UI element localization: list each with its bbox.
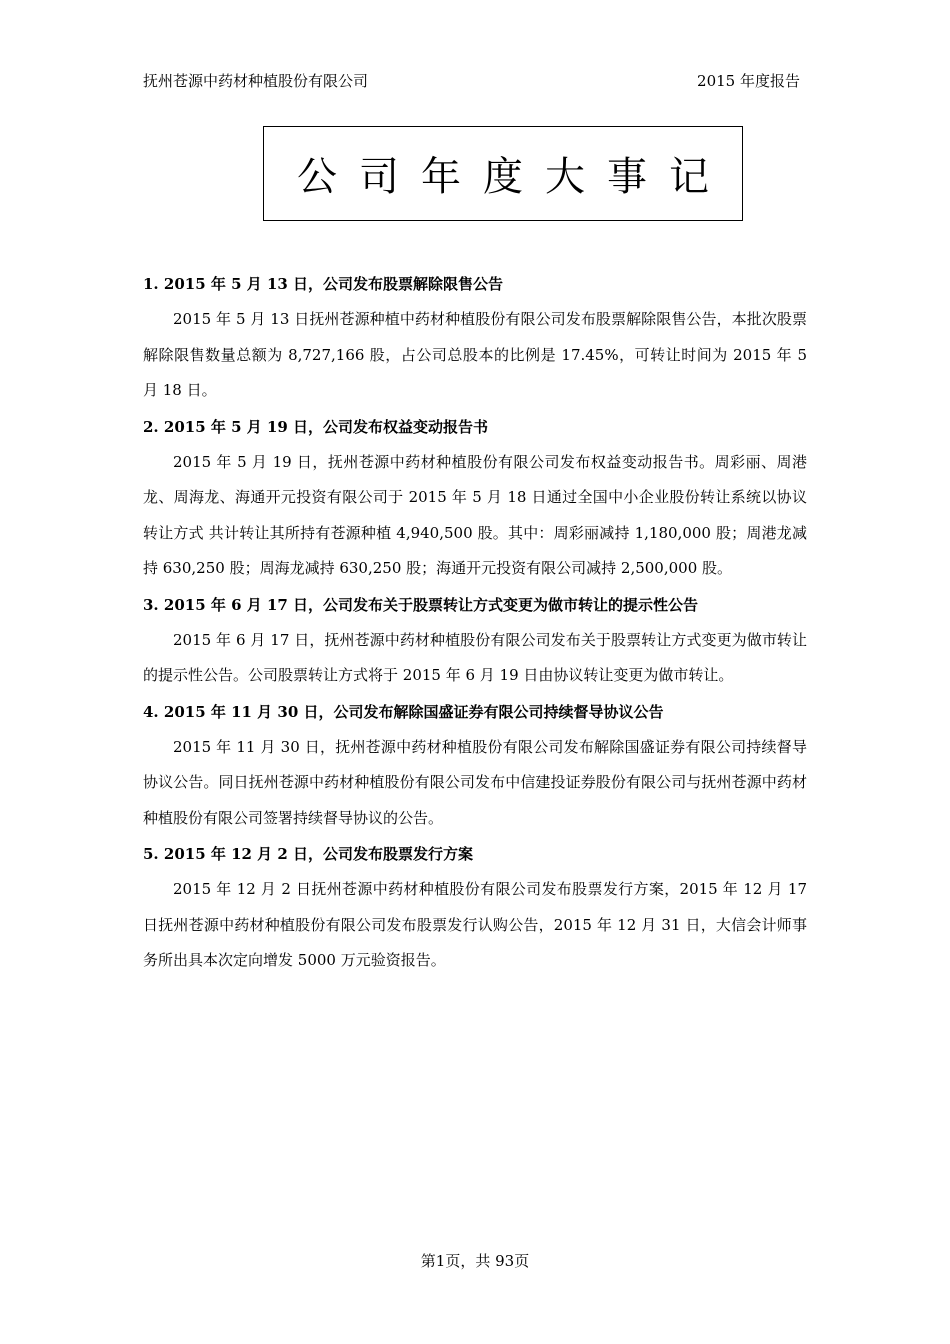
event-heading: 2. 2015 年 5 月 19 日，公司发布权益变动报告书 [143,417,489,436]
header-report-year: 2015 年度报告 [697,72,800,90]
event-heading: 1. 2015 年 5 月 13 日，公司发布股票解除限售公告 [143,275,504,293]
event-body: 2015 年 11 月 30 日，抚州苍源中药材种植股份有限公司发布解除国盛证券有限公司持续督导协议公告。同日抚州苍源中药材种植股份有限公司发布中信建投证券股份有限公司与抚州苍源中药材种植股份有限公司签署持续督导协议的公告。 [143,737,807,827]
event-heading: 3. 2015 年 6 月 17 日，公司发布关于股票转让方式变更为做市转让的提示性公告 [143,595,699,614]
event-body: 2015 年 5 月 19 日，抚州苍源中药材种植股份有限公司发布权益变动报告书。周彩丽、周港龙、周海龙、海通开元投资有限公司于 2015 年 5 月 18 日通过全国中小企业股份转让系统以协议转让方式 共计转让其所持有苍源种植 4,940,500 股。其中：周彩丽减持 1,180,000 股；周港龙减持 630,250 股；周海龙减持 630,250 股；海通开元投资有限公司减持 2,500,000 股。 [143,452,807,577]
event-item [143,694,807,837]
page-title: 公司年度大事记 [297,154,731,200]
event-heading: 5. 2015 年 12 月 2 日，公司发布股票发行方案 [143,845,474,863]
header-company-name: 抚州苍源中药材种植股份有限公司 [143,72,369,90]
event-list [143,266,807,979]
page-number: 第1页，共 93页 [420,1252,530,1270]
event-body: 2015 年 12 月 2 日抚州苍源中药材种植股份有限公司发布股票发行方案，2015 年 12 月 17 日抚州苍源中药材种植股份有限公司发布股票发行认购公告，2015 年 12 月 31 日，大信会计师事务所出具本次定向增发 5000 万元验资报告。 [143,880,807,969]
event-item [143,836,807,979]
event-item [143,587,807,694]
event-heading: 4. 2015 年 11 月 30 日，公司发布解除国盛证券有限公司持续督导协议公告 [143,702,664,721]
event-item [143,409,807,587]
event-body: 2015 年 5 月 13 日抚州苍源种植中药材种植股份有限公司发布股票解除限售公告，本批次股票解除限售数量总额为 8,727,166 股，占公司总股本的比例是 17.45%，可转让时间为 2015 年 5 月 18 日。 [143,310,807,399]
event-item [143,266,807,409]
event-body: 2015 年 6 月 17 日，抚州苍源中药材种植股份有限公司发布关于股票转让方式变更为做市转让的提示性公告。公司股票转让方式将于 2015 年 6 月 19 日由协议转让变更为做市转让。 [143,630,807,684]
title-box [263,126,743,221]
